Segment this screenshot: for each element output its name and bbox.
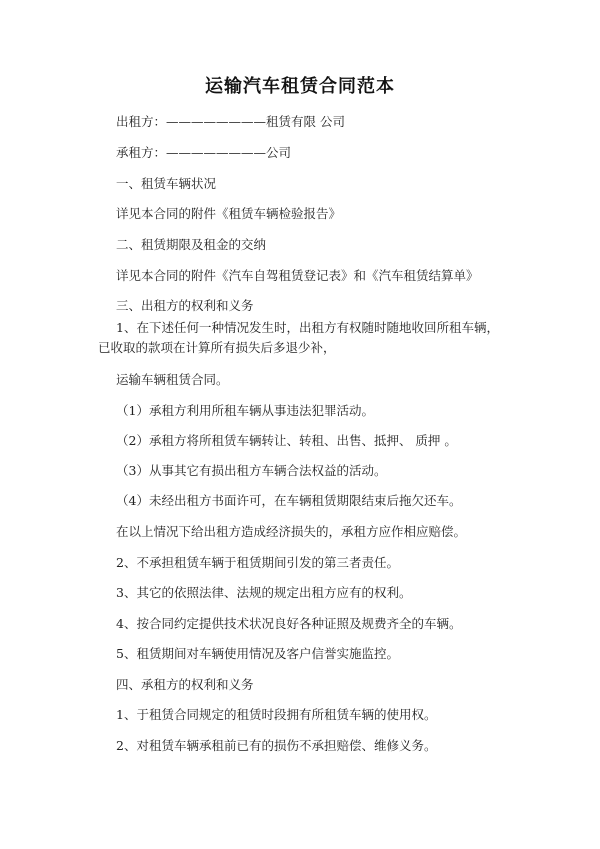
clause-item-4: （4）未经出租方书面许可，在车辆租赁期限结束后拖欠还车。 bbox=[116, 493, 462, 508]
section-heading-2: 二、租赁期限及租金的交纳 bbox=[116, 237, 267, 252]
clause-3-4: 4、按合同约定提供技术状况良好各种证照及规费齐全的车辆。 bbox=[116, 616, 462, 631]
lessee-line: 承租方：————————公司 bbox=[116, 145, 292, 160]
section-heading-3: 三、出租方的权利和义务 bbox=[116, 298, 254, 313]
document-title: 运输汽车租赁合同范本 bbox=[205, 76, 395, 97]
clause-item-2: （2）承租方将所租赁车辆转让、转租、出售、抵押、 质押 。 bbox=[116, 433, 457, 448]
clause-3-3: 3、其它的依照法律、法规的规定出租方应有的权利。 bbox=[116, 585, 412, 600]
paragraph-3: 运输车辆租赁合同。 bbox=[116, 372, 229, 387]
section-heading-1: 一、租赁车辆状况 bbox=[116, 176, 217, 191]
clause-3-5: 5、租赁期间对车辆使用情况及客户信誉实施监控。 bbox=[116, 646, 399, 661]
paragraph-1: 详见本合同的附件《租赁车辆检验报告》 bbox=[116, 206, 342, 221]
paragraph-4: 在以上情况下给出租方造成经济损失的，承租方应作相应赔偿。 bbox=[116, 524, 467, 539]
paragraph-2: 详见本合同的附件《汽车自驾租赁登记表》和《汽车租赁结算单》 bbox=[116, 268, 479, 283]
clause-4-2: 2、对租赁车辆承租前已有的损伤不承担赔偿、维修义务。 bbox=[116, 738, 437, 753]
clause-item-1: （1）承租方利用所租车辆从事违法犯罪活动。 bbox=[116, 403, 374, 418]
clause-item-3: （3）从事其它有损出租方车辆合法权益的活动。 bbox=[116, 463, 387, 478]
clause-3-2: 2、不承担租赁车辆于租赁期间引发的第三者责任。 bbox=[116, 555, 399, 570]
lessor-line: 出租方：————————租赁有限 公司 bbox=[116, 114, 345, 129]
clause-3-1: 1、在下述任何一种情况发生时，出租方有权随时随地收回所租车辆，已收取的款项在计算所有损失后多退少补， bbox=[98, 320, 499, 355]
section-heading-4: 四、承租方的权利和义务 bbox=[116, 677, 254, 692]
clause-4-1: 1、于租赁合同规定的租赁时段拥有所租赁车辆的使用权。 bbox=[116, 707, 437, 722]
